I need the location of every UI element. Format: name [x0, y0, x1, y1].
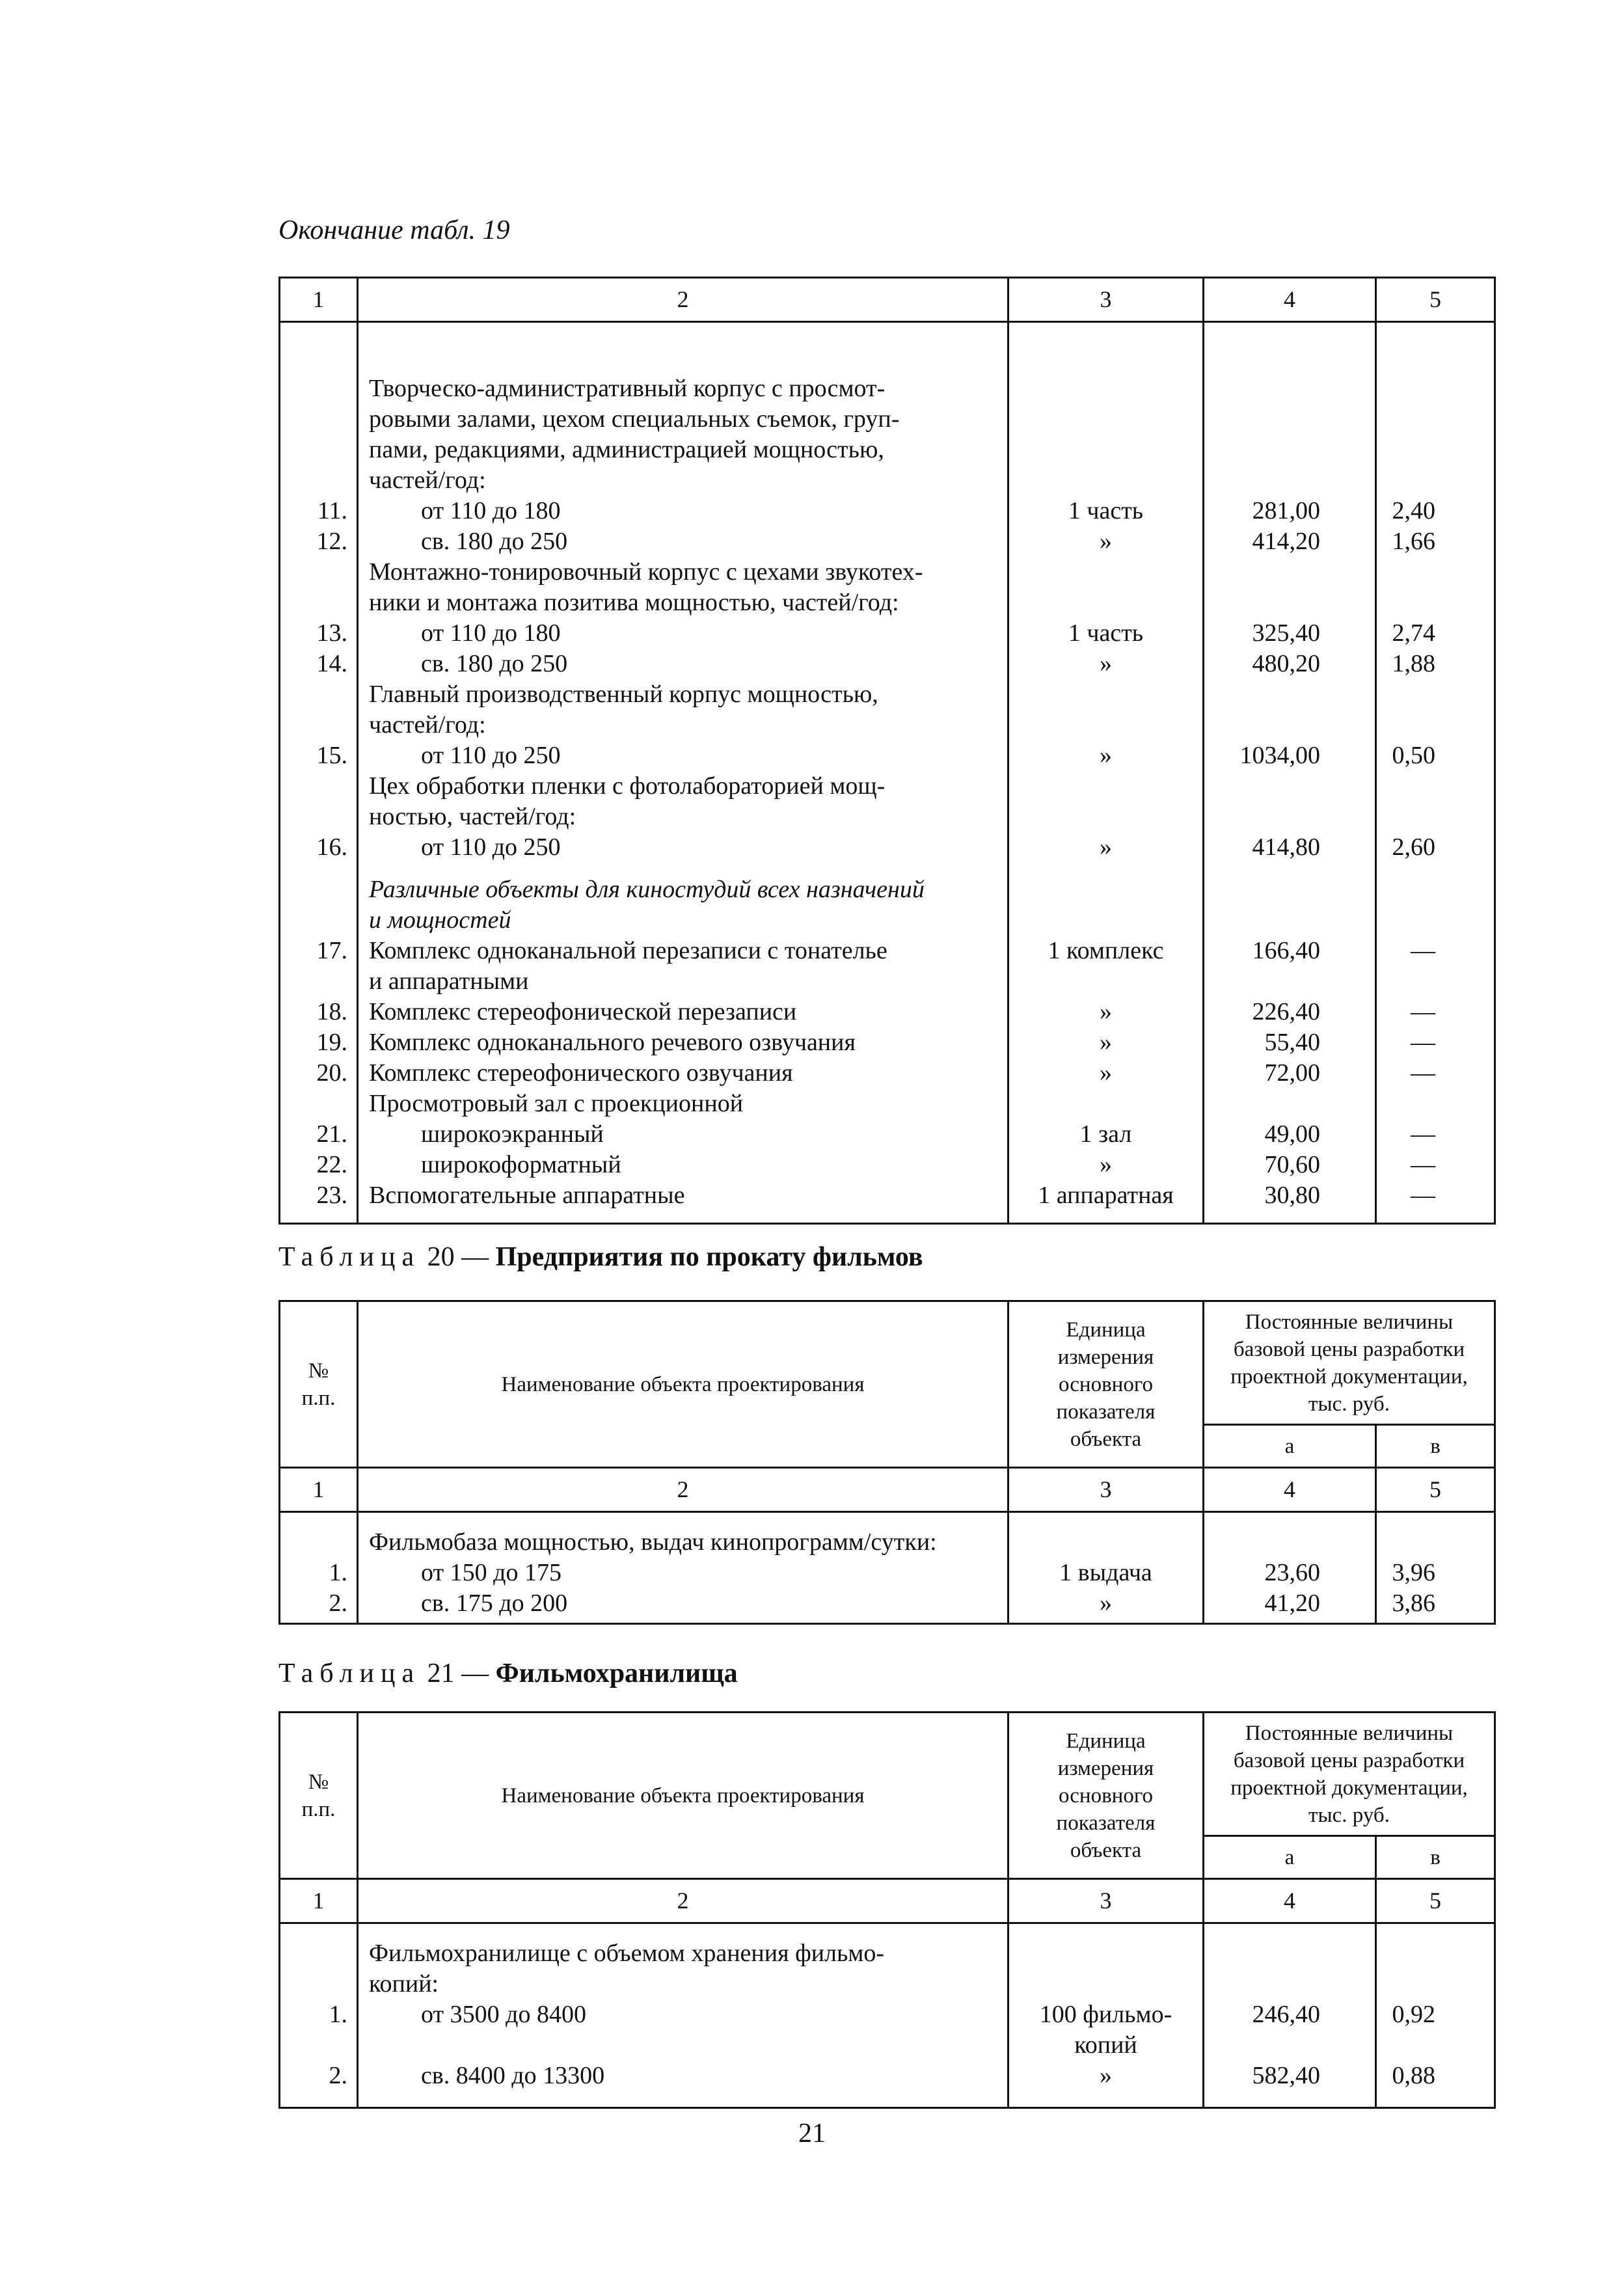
value-text: 55,40 — [1264, 1029, 1320, 1056]
value-text: 166,40 — [1252, 937, 1320, 964]
value-text: 1034,00 — [1239, 742, 1320, 769]
col-number: 1 — [280, 1879, 358, 1923]
row-unit — [1009, 1938, 1202, 1999]
row-name — [369, 526, 1001, 557]
table-title: Фильмохранилища — [495, 1659, 738, 1688]
row-value-b — [1377, 1058, 1435, 1089]
row-unit — [1009, 1027, 1202, 1058]
value-text: 1,66 — [1392, 528, 1435, 555]
row-number — [280, 1558, 347, 1588]
row-number-text: 13. — [316, 619, 347, 647]
name-line: от 150 до 175 — [421, 1559, 562, 1586]
name-line: от 110 до 180 — [421, 497, 561, 524]
row-number — [280, 618, 347, 649]
row-value-a — [1204, 874, 1320, 936]
row-unit — [1009, 874, 1202, 936]
name-line: Комплекс одноканальной перезаписи с тонателье — [369, 937, 887, 964]
units-column — [1008, 1512, 1204, 1624]
row-name — [369, 1058, 1001, 1089]
value-b-column — [1376, 322, 1495, 1224]
row-value-a — [1204, 373, 1320, 496]
row-unit — [1009, 496, 1202, 526]
row-value-b — [1377, 1180, 1435, 1211]
row-name — [369, 1938, 1001, 1999]
name-line: Цех обработки пленки с фотолабораторией мощ- — [369, 772, 886, 800]
name-line: Фильмобаза мощностью, выдач кинопрограмм/сутки: — [369, 1528, 937, 1556]
row-value-b — [1377, 997, 1435, 1027]
header-unit-text: Единица измерения основного показателя объекта — [1056, 1318, 1156, 1451]
row-value-a — [1204, 997, 1320, 1027]
row-value-b — [1377, 1588, 1435, 1619]
row-name — [369, 936, 1001, 997]
row-number — [280, 997, 347, 1027]
value-text: 30,80 — [1264, 1182, 1320, 1209]
table-word: Таблица — [278, 1659, 421, 1688]
unit-text: » — [1100, 833, 1112, 861]
value-text: 3,86 — [1392, 1590, 1435, 1617]
table-20 — [278, 1300, 1496, 1625]
name-line: от 110 до 180 — [421, 619, 561, 647]
col-number: 1 — [280, 278, 358, 322]
row-unit — [1009, 1180, 1202, 1211]
row-name — [369, 771, 1001, 832]
row-unit — [1009, 526, 1202, 557]
row-number-text: 11. — [317, 497, 347, 524]
value-text: 281,00 — [1252, 497, 1320, 524]
unit-text: » — [1100, 1029, 1112, 1056]
name-line: широкоэкранный — [421, 1120, 604, 1148]
unit-text: » — [1100, 650, 1112, 677]
row-value-b — [1377, 740, 1435, 771]
col-number: 5 — [1376, 1468, 1495, 1512]
unit-text: » — [1100, 1590, 1112, 1617]
row-number-text: 15. — [316, 742, 347, 769]
row-name — [369, 649, 1001, 679]
table-word: Таблица — [278, 1242, 421, 1272]
row-value-a — [1204, 1180, 1320, 1211]
table-body — [280, 1512, 1495, 1624]
row-name — [369, 832, 1001, 863]
row-number-text: 18. — [316, 998, 347, 1025]
row-value-b — [1377, 679, 1435, 740]
value-text: — — [1411, 1029, 1435, 1056]
value-text: 414,20 — [1252, 528, 1320, 555]
row-number — [280, 771, 347, 832]
name-line: от 3500 до 8400 — [421, 2001, 586, 2028]
name-line: Монтажно-тонировочный корпус с цехами звукотех- — [369, 558, 923, 586]
unit-text: 1 выдача — [1059, 1559, 1152, 1586]
row-unit — [1009, 618, 1202, 649]
row-unit — [1009, 2061, 1202, 2091]
value-text: 582,40 — [1252, 2062, 1320, 2089]
row-value-b — [1377, 771, 1435, 832]
row-value-b — [1377, 557, 1435, 618]
name-line: и аппаратными — [369, 968, 529, 995]
column-number-row — [280, 278, 1495, 322]
unit-text: » — [1100, 1059, 1112, 1087]
value-b-column — [1376, 1923, 1495, 2108]
row-name — [369, 997, 1001, 1027]
value-text: — — [1411, 937, 1435, 964]
row-number — [280, 1938, 347, 1999]
table-number: 20 — — [427, 1242, 489, 1272]
row-number-text: 12. — [316, 528, 347, 555]
header-b: в — [1376, 1425, 1495, 1468]
name-line: ностью, частей/год: — [369, 803, 576, 830]
name-line: ники и монтажа позитива мощностью, частей/год: — [369, 589, 899, 616]
row-value-a — [1204, 496, 1320, 526]
row-value-b — [1377, 496, 1435, 526]
row-unit — [1009, 740, 1202, 771]
row-unit — [1009, 1119, 1202, 1150]
value-text: 3,96 — [1392, 1559, 1435, 1586]
row-number — [280, 1089, 347, 1119]
row-value-a — [1204, 1999, 1320, 2061]
row-number — [280, 526, 347, 557]
name-line: от 110 до 250 — [421, 742, 561, 769]
col-number: 3 — [1008, 278, 1204, 322]
row-name — [369, 1558, 1001, 1588]
header-name-text: Наименование объекта проектирования — [501, 1783, 865, 1808]
row-name — [369, 1180, 1001, 1211]
row-name — [369, 1027, 1001, 1058]
row-name — [369, 557, 1001, 618]
units-column — [1008, 322, 1204, 1224]
value-text: 325,40 — [1252, 619, 1320, 647]
row-unit — [1009, 997, 1202, 1027]
unit-text: 1 часть — [1068, 619, 1144, 647]
col-number: 5 — [1376, 1879, 1495, 1923]
table-21 — [278, 1711, 1496, 2109]
row-unit — [1009, 936, 1202, 997]
unit-text: копий — [1074, 2031, 1137, 2059]
row-name — [369, 679, 1001, 740]
row-number — [280, 679, 347, 740]
row-number-text: 20. — [316, 1059, 347, 1087]
name-line: ровыми залами, цехом специальных съемок, груп- — [369, 405, 900, 433]
value-text: 1,88 — [1392, 650, 1435, 677]
row-name — [369, 874, 1001, 936]
row-value-b — [1377, 1119, 1435, 1150]
row-unit — [1009, 832, 1202, 863]
row-value-a — [1204, 1150, 1320, 1180]
row-value-b — [1377, 373, 1435, 496]
row-number-text: 21. — [316, 1120, 347, 1148]
row-unit — [1009, 1527, 1202, 1558]
header-price-text: Постоянные величины базовой цены разработки проектной документации, тыс. руб. — [1230, 1721, 1468, 1827]
unit-text: 1 зал — [1079, 1120, 1132, 1148]
table-21-caption — [278, 1658, 738, 1689]
row-number — [280, 1027, 347, 1058]
value-text: — — [1411, 1120, 1435, 1148]
value-text: 70,60 — [1264, 1151, 1320, 1178]
name-line: Просмотровый зал с проекционной — [369, 1090, 744, 1117]
name-line: Комплекс одноканального речевого озвучания — [369, 1029, 856, 1056]
value-text: 72,00 — [1264, 1059, 1320, 1087]
table-body — [280, 322, 1495, 1224]
page-number: 21 — [798, 2119, 826, 2148]
value-text: 41,20 — [1264, 1590, 1320, 1617]
table-20-caption — [278, 1241, 923, 1273]
row-number — [280, 874, 347, 936]
object-names-column — [358, 322, 1008, 1224]
row-unit — [1009, 771, 1202, 832]
row-value-a — [1204, 649, 1320, 679]
row-value-a — [1204, 771, 1320, 832]
row-value-b — [1377, 1150, 1435, 1180]
row-numbers-column — [280, 322, 358, 1224]
row-value-a — [1204, 2061, 1320, 2091]
value-b-column — [1376, 1512, 1495, 1624]
name-line: св. 180 до 250 — [421, 650, 568, 677]
name-line: Вспомогательные аппаратные — [369, 1182, 685, 1209]
row-number-text: 1. — [329, 2001, 347, 2028]
row-name — [369, 1119, 1001, 1150]
row-value-b — [1377, 618, 1435, 649]
row-number — [280, 557, 347, 618]
value-text: 2,60 — [1392, 833, 1435, 861]
row-name — [369, 1588, 1001, 1619]
name-line: Комплекс стереофонического озвучания — [369, 1059, 793, 1087]
value-text: 49,00 — [1264, 1120, 1320, 1148]
unit-text: » — [1100, 1151, 1112, 1178]
row-value-b — [1377, 1027, 1435, 1058]
unit-text: 1 комплекс — [1048, 937, 1164, 964]
row-value-a — [1204, 740, 1320, 771]
value-text: 2,40 — [1392, 497, 1435, 524]
header-number-text: № п.п. — [301, 1770, 336, 1821]
row-unit — [1009, 557, 1202, 618]
row-numbers-column — [280, 1923, 358, 2108]
row-unit — [1009, 373, 1202, 496]
name-line: копий: — [369, 1970, 439, 1998]
table-title: Предприятия по прокату фильмов — [495, 1242, 923, 1272]
row-number — [280, 496, 347, 526]
value-text: — — [1411, 998, 1435, 1025]
header-a: а — [1204, 1836, 1376, 1879]
row-value-a — [1204, 1027, 1320, 1058]
col-number: 2 — [358, 278, 1008, 322]
table-body — [280, 1923, 1495, 2108]
name-line: Главный производственный корпус мощностью, — [369, 681, 878, 708]
row-number-text: 2. — [329, 1590, 347, 1617]
value-text: — — [1411, 1182, 1435, 1209]
row-name — [369, 1150, 1001, 1180]
row-number-text: 22. — [316, 1151, 347, 1178]
unit-text: » — [1100, 998, 1112, 1025]
row-number — [280, 832, 347, 863]
unit-text: 1 аппаратная — [1038, 1182, 1174, 1209]
row-value-b — [1377, 649, 1435, 679]
row-unit — [1009, 679, 1202, 740]
row-value-a — [1204, 832, 1320, 863]
col-number: 4 — [1204, 1879, 1376, 1923]
value-a-column — [1204, 1512, 1376, 1624]
col-number: 4 — [1204, 1468, 1376, 1512]
row-value-b — [1377, 874, 1435, 936]
header-name-text: Наименование объекта проектирования — [501, 1372, 865, 1396]
column-number-row — [280, 1468, 1495, 1512]
row-value-b — [1377, 526, 1435, 557]
header-unit-text: Единица измерения основного показателя объекта — [1056, 1729, 1156, 1862]
row-unit — [1009, 1150, 1202, 1180]
row-number — [280, 1119, 347, 1150]
col-number: 2 — [358, 1468, 1008, 1512]
header-number — [280, 1301, 358, 1468]
row-unit — [1009, 1058, 1202, 1089]
row-value-a — [1204, 1058, 1320, 1089]
row-name — [369, 496, 1001, 526]
name-line: св. 8400 до 13300 — [421, 2062, 605, 2089]
row-value-a — [1204, 1938, 1320, 1999]
value-text: 226,40 — [1252, 998, 1320, 1025]
unit-text: » — [1100, 742, 1112, 769]
col-number: 3 — [1008, 1879, 1204, 1923]
row-value-a — [1204, 526, 1320, 557]
row-name — [369, 1527, 1001, 1558]
row-number — [280, 936, 347, 997]
name-line: и мощностей — [369, 906, 511, 934]
row-unit — [1009, 649, 1202, 679]
header-name — [358, 1713, 1008, 1879]
value-a-column — [1204, 1923, 1376, 2108]
unit-text: 1 часть — [1068, 497, 1144, 524]
row-number-text: 1. — [329, 1559, 347, 1586]
name-line: пами, редакциями, администрацией мощностью, — [369, 436, 884, 463]
row-number-text: 14. — [316, 650, 347, 677]
row-number — [280, 2061, 347, 2091]
name-line: частей/год: — [369, 467, 486, 494]
name-line: Различные объекты для киностудий всех назначений — [369, 876, 925, 903]
name-line: Творческо-административный корпус с просмот- — [369, 375, 886, 402]
value-text: 0,88 — [1392, 2062, 1435, 2089]
row-value-b — [1377, 1527, 1435, 1558]
row-value-b — [1377, 1938, 1435, 1999]
row-number — [280, 1999, 347, 2061]
row-unit — [1009, 1588, 1202, 1619]
header-name — [358, 1301, 1008, 1468]
value-text: 246,40 — [1252, 2001, 1320, 2028]
row-value-a — [1204, 1527, 1320, 1558]
row-value-b — [1377, 1089, 1435, 1119]
value-text: — — [1411, 1059, 1435, 1087]
header-price — [1204, 1301, 1495, 1425]
row-number — [280, 373, 347, 496]
value-text: — — [1411, 1151, 1435, 1178]
name-line: Комплекс стереофонической перезаписи — [369, 998, 797, 1025]
row-name — [369, 373, 1001, 496]
row-name — [369, 618, 1001, 649]
row-value-a — [1204, 618, 1320, 649]
row-unit — [1009, 1089, 1202, 1119]
col-number: 1 — [280, 1468, 358, 1512]
header-price-text: Постоянные величины базовой цены разработки проектной документации, тыс. руб. — [1230, 1310, 1468, 1416]
col-number: 4 — [1204, 278, 1376, 322]
row-name — [369, 2061, 1001, 2091]
name-line: Фильмохранилище с объемом хранения фильмо- — [369, 1940, 885, 1967]
value-text: 2,74 — [1392, 619, 1435, 647]
object-names-column — [358, 1923, 1008, 2108]
unit-text: » — [1100, 528, 1112, 555]
col-number: 3 — [1008, 1468, 1204, 1512]
continuation-caption: Окончание табл. 19 — [278, 215, 510, 245]
col-number: 2 — [358, 1879, 1008, 1923]
row-number — [280, 649, 347, 679]
value-text: 23,60 — [1264, 1559, 1320, 1586]
unit-text: » — [1100, 2062, 1112, 2089]
units-column — [1008, 1923, 1204, 2108]
row-value-a — [1204, 1558, 1320, 1588]
header-number — [280, 1713, 358, 1879]
table-19 — [278, 277, 1496, 1225]
row-value-a — [1204, 936, 1320, 997]
name-line: св. 175 до 200 — [421, 1590, 568, 1617]
header-price — [1204, 1713, 1495, 1836]
row-value-b — [1377, 832, 1435, 863]
row-number — [280, 740, 347, 771]
row-value-b — [1377, 936, 1435, 997]
column-number-row — [280, 1879, 1495, 1923]
row-numbers-column — [280, 1512, 358, 1624]
row-number-text: 17. — [316, 937, 347, 964]
row-name — [369, 740, 1001, 771]
name-line: от 110 до 250 — [421, 833, 561, 861]
value-text: 0,92 — [1392, 2001, 1435, 2028]
row-number — [280, 1588, 347, 1619]
row-name — [369, 1999, 1001, 2061]
value-text: 414,80 — [1252, 833, 1320, 861]
row-unit — [1009, 1558, 1202, 1588]
row-name — [369, 1089, 1001, 1119]
value-text: 480,20 — [1252, 650, 1320, 677]
row-number-text: 19. — [316, 1029, 347, 1056]
row-number — [280, 1527, 347, 1558]
object-names-column — [358, 1512, 1008, 1624]
row-value-b — [1377, 1558, 1435, 1588]
header-b: в — [1376, 1836, 1495, 1879]
value-text: 0,50 — [1392, 742, 1435, 769]
row-number-text: 2. — [329, 2062, 347, 2089]
row-number-text: 23. — [316, 1182, 347, 1209]
row-number — [280, 1058, 347, 1089]
row-value-a — [1204, 679, 1320, 740]
name-line: частей/год: — [369, 711, 486, 738]
header-number-text: № п.п. — [301, 1359, 336, 1410]
table-number: 21 — — [427, 1659, 489, 1688]
row-value-b — [1377, 2061, 1435, 2091]
header-unit — [1008, 1301, 1204, 1468]
row-value-a — [1204, 1089, 1320, 1119]
header-a: а — [1204, 1425, 1376, 1468]
row-number — [280, 1150, 347, 1180]
unit-text: 100 фильмо- — [1039, 2001, 1172, 2028]
row-value-b — [1377, 1999, 1435, 2061]
row-value-a — [1204, 557, 1320, 618]
row-number-text: 16. — [316, 833, 347, 861]
name-line: широкоформатный — [421, 1151, 621, 1178]
name-line: св. 180 до 250 — [421, 528, 568, 555]
col-number: 5 — [1376, 278, 1495, 322]
row-unit — [1009, 1999, 1202, 2061]
row-value-a — [1204, 1119, 1320, 1150]
row-value-a — [1204, 1588, 1320, 1619]
header-unit — [1008, 1713, 1204, 1879]
value-a-column — [1204, 322, 1376, 1224]
row-number — [280, 1180, 347, 1211]
